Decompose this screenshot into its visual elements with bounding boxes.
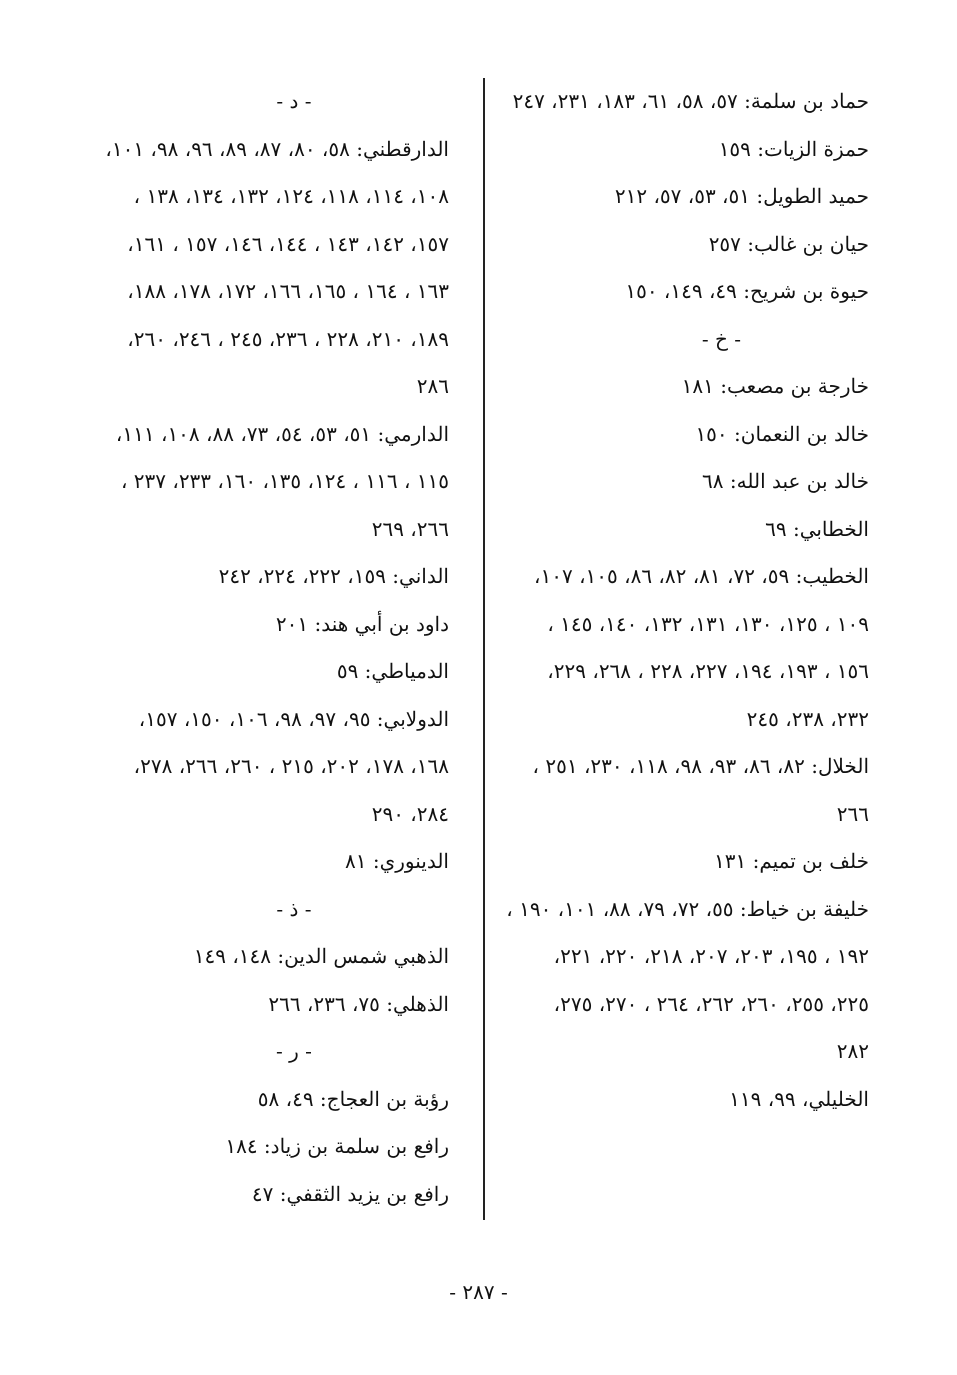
index-entry-continuation: ١٩٢ ، ١٩٥، ٢٠٣، ٢٠٧، ٢١٨، ٢٢٠، ٢٢١، bbox=[553, 944, 869, 968]
index-entry-continuation: ٢٨٦ bbox=[416, 374, 449, 398]
index-entry: حيوة بن شريح: ٤٩، ١٤٩، ١٥٠ bbox=[625, 279, 869, 303]
index-entry: حمزة الزيات: ١٥٩ bbox=[718, 136, 869, 161]
column-divider bbox=[483, 78, 485, 1220]
index-entry-continuation: ١٠٩ ، ١٢٥، ١٣٠، ١٣١، ١٣٢، ١٤٠، ١٤٥ ، bbox=[547, 611, 869, 636]
index-entry: الذهلي: ٧٥، ٢٣٦، ٢٦٦ bbox=[268, 991, 449, 1016]
index-entry-continuation: ١٦٣ ، ١٦٤ ، ١٦٥، ١٦٦، ١٧٢، ١٧٨، ١٨٨، bbox=[127, 279, 449, 303]
left-column bbox=[79, 78, 449, 1218]
index-entry: رافع بن سلمة بن زياد: ١٨٤ bbox=[225, 1134, 449, 1158]
index-entry: الذهبي شمس الدين: ١٤٨، ١٤٩ bbox=[193, 944, 449, 968]
right-column bbox=[506, 78, 869, 1123]
index-entry: الخطابي: ٦٩ bbox=[765, 516, 869, 541]
index-entry: داود بن أبي هند: ٢٠١ bbox=[275, 611, 449, 636]
index-entry-continuation: ١٥٧، ١٤٢، ١٤٣ ، ١٤٤، ١٤٦، ١٥٧ ، ١٦١، bbox=[127, 231, 449, 256]
index-entry: الدولابي: ٩٥، ٩٧، ٩٨، ١٠٦، ١٥٠، ١٥٧، bbox=[138, 706, 449, 731]
index-entry-continuation: ٢٨٢ bbox=[836, 1039, 869, 1063]
letter-heading: - ذ - bbox=[276, 896, 312, 921]
letter-heading: - خ - bbox=[701, 326, 742, 351]
index-entry: خارجة بن مصعب: ١٨١ bbox=[681, 374, 869, 398]
index-entry-continuation: ٢٣٢، ٢٣٨، ٢٤٥ bbox=[746, 706, 869, 731]
index-entry-continuation: ٢٨٤، ٢٩٠ bbox=[371, 801, 449, 826]
index-entry: الخلال: ٨٢، ٨٦، ٩٣، ٩٨، ١١٨، ٢٣٠، ٢٥١ ، bbox=[532, 754, 869, 778]
index-entry: الدمياطي: ٥٩ bbox=[336, 659, 449, 683]
index-entry: رافع بن يزيد الثقفي: ٤٧ bbox=[251, 1181, 449, 1206]
index-entry: خلف بن تميم: ١٣١ bbox=[714, 849, 869, 873]
index-entry: رؤبة بن العجاج: ٤٩، ٥٨ bbox=[257, 1086, 449, 1111]
index-entry: الداني: ١٥٩، ٢٢٢، ٢٢٤، ٢٤٢ bbox=[218, 564, 449, 588]
index-entry: حيان بن غالب: ٢٥٧ bbox=[708, 231, 869, 256]
index-entry-continuation: ١٦٨، ١٧٨، ٢٠٢، ٢١٥ ، ٢٦٠، ٢٦٦، ٢٧٨، bbox=[133, 754, 449, 778]
index-entry: خالد بن عبد الله: ٦٨ bbox=[702, 469, 869, 493]
index-entry-continuation: ٢٢٥، ٢٥٥، ٢٦٠، ٢٦٢، ٢٦٤ ، ٢٧٠، ٢٧٥، bbox=[553, 991, 869, 1016]
index-entry: الدارمي: ٥١، ٥٣، ٥٤، ٧٣، ٨٨، ١٠٨، ١١١، bbox=[115, 421, 449, 446]
index-entry-continuation: ١٠٨، ١١٤، ١١٨، ١٢٤، ١٣٢، ١٣٤، ١٣٨ ، bbox=[133, 184, 449, 208]
index-entry: الدينوري: ٨١ bbox=[345, 849, 449, 873]
letter-heading: - ر - bbox=[276, 1039, 312, 1063]
index-entry-continuation: ٢٦٦ bbox=[836, 801, 869, 826]
index-entry-continuation: ١٨٩، ٢١٠، ٢٢٨ ، ٢٣٦، ٢٤٥ ، ٢٤٦، ٢٦٠، bbox=[127, 326, 449, 351]
index-entry: الخليلي، ٩٩، ١١٩ bbox=[729, 1086, 869, 1111]
index-entry-continuation: ١٥٦ ، ١٩٣، ١٩٤، ٢٢٧، ٢٢٨ ، ٢٦٨، ٢٢٩، bbox=[547, 659, 869, 683]
index-entry: حميد الطويل: ٥١، ٥٣، ٥٧، ٢١٢ bbox=[614, 184, 869, 208]
page-number: - ٢٨٧ - bbox=[449, 1280, 508, 1304]
index-entry: خالد بن النعمان: ١٥٠ bbox=[695, 421, 869, 446]
letter-heading: - د - bbox=[276, 89, 312, 113]
index-entry: حماد بن سلمة: ٥٧، ٥٨، ٦١، ١٨٣، ٢٣١، ٢٤٧ bbox=[512, 89, 869, 113]
index-entry: خليفة بن خياط: ٥٥، ٧٢، ٧٩، ٨٨، ١٠١، ١٩٠ ، bbox=[506, 896, 869, 921]
index-entry-continuation: ١١٥ ، ١١٦ ، ١٢٤، ١٣٥، ١٦٠، ٢٣٣، ٢٣٧ ، bbox=[120, 469, 449, 493]
index-entry-continuation: ٢٦٦، ٢٦٩ bbox=[371, 516, 449, 541]
index-entry: الخطيب: ٥٩، ٧٢، ٨١، ٨٢، ٨٦، ١٠٥، ١٠٧، bbox=[534, 564, 869, 588]
index-entry: الدارقطني: ٥٨، ٨٠، ٨٧، ٨٩، ٩٦، ٩٨، ١٠١، bbox=[105, 136, 449, 161]
